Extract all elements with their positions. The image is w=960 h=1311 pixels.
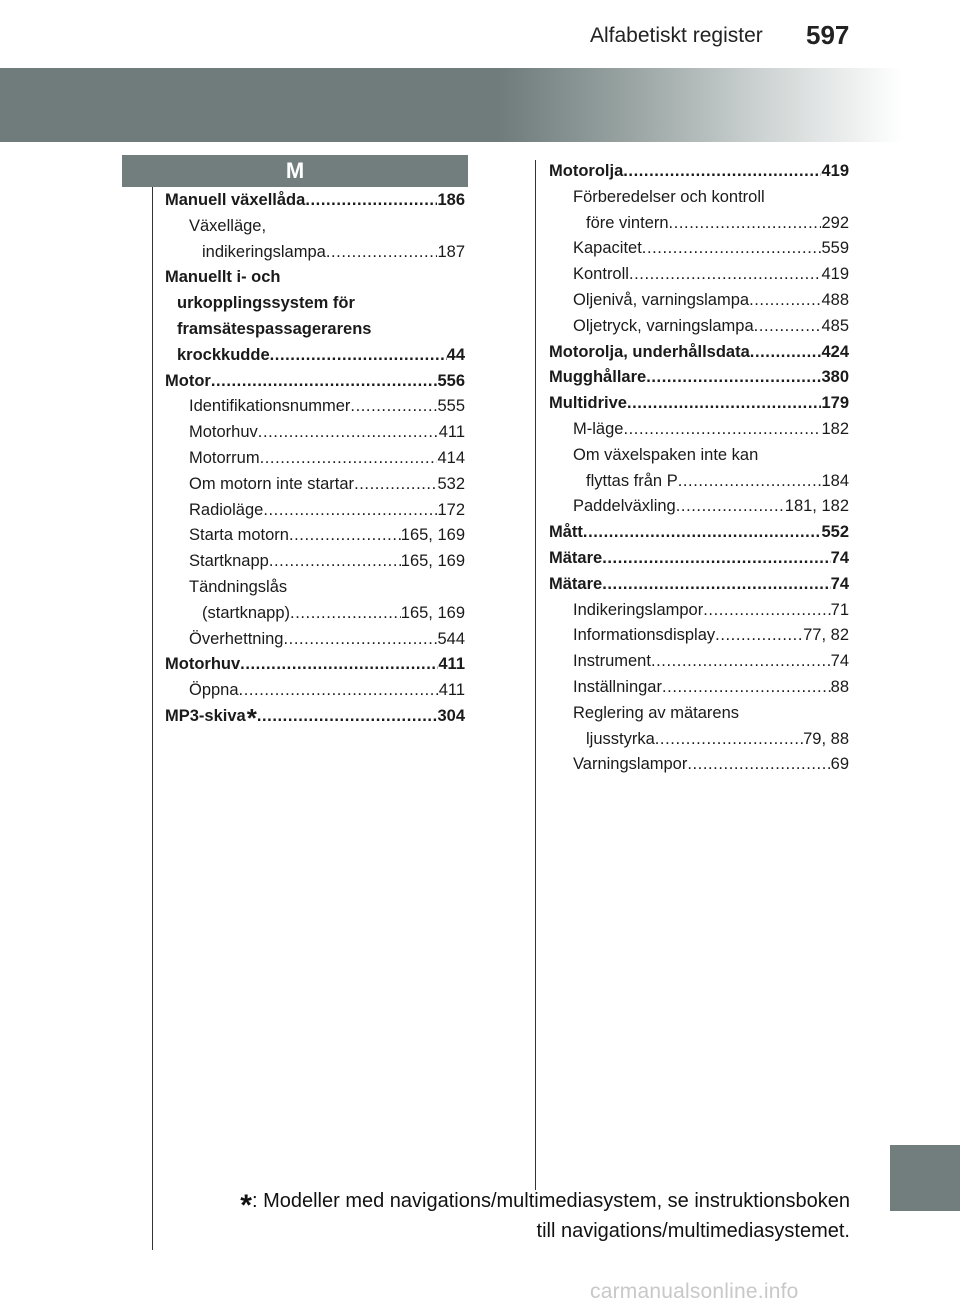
index-entry: [549, 391, 849, 417]
index-entry: [549, 365, 849, 391]
dot-leader: [602, 572, 830, 598]
index-entry-label: [165, 652, 240, 678]
index-entry-page: 424: [821, 342, 849, 361]
index-entry-label: [549, 572, 602, 598]
index-entry-page: 419: [821, 162, 849, 180]
index-entry: [165, 652, 465, 678]
index-entry: [165, 188, 465, 214]
index-entry-label: [549, 391, 627, 417]
index-entry-text: M-läge: [573, 419, 624, 438]
dot-leader: [703, 598, 830, 624]
index-column-right: [549, 159, 849, 778]
index-entry-page: 411: [438, 423, 465, 442]
index-entry-label: [202, 601, 290, 627]
index-column-left: [165, 188, 465, 733]
index-entry-page: 71: [830, 600, 849, 619]
index-entry-page: 411: [438, 655, 465, 674]
index-entry-text: (startknapp): [202, 603, 291, 622]
dot-leader: [211, 369, 438, 395]
index-entry-page: 88: [830, 677, 849, 696]
index-entry-page: 172: [437, 500, 465, 519]
index-entry-label: [573, 649, 651, 675]
index-entry-label: [573, 598, 703, 624]
index-entry-text: krockkudde: [177, 345, 270, 364]
index-entry: [165, 498, 465, 524]
index-entry-text: Om motorn inte startar: [189, 474, 355, 493]
index-entry-page: 165, 169: [400, 552, 465, 571]
index-entry-label: [573, 675, 662, 701]
dot-leader: [687, 752, 830, 778]
header-band: [0, 68, 960, 142]
index-entry-text: Oljenivå, varningslampa: [573, 290, 750, 309]
footnote-line-2: till navigations/multimediasystemet.: [536, 1220, 850, 1242]
index-entry-page: 77, 82: [803, 626, 849, 645]
index-entry: [549, 701, 849, 727]
index-entry-label: [165, 188, 305, 214]
index-entry: [165, 420, 465, 446]
index-entry-text: Motorhuv: [189, 423, 258, 442]
index-entry-text: Öppna: [189, 681, 239, 700]
index-entry-page: 181, 182: [784, 497, 849, 516]
index-entry: [549, 623, 849, 649]
dot-leader: [676, 494, 785, 520]
index-entry-label: Reglering av mätarens: [573, 703, 739, 722]
index-entry-label: [189, 627, 283, 653]
dot-leader: [350, 394, 437, 420]
dot-leader: [662, 675, 831, 701]
dot-leader: [602, 546, 830, 572]
index-entry: [165, 317, 465, 343]
index-entry-label: [549, 546, 602, 572]
index-entry-label: [573, 623, 715, 649]
footnote-line-1: : Modeller med navigations/multimediasystem, se instruktionsboken: [251, 1190, 850, 1212]
index-entry: [549, 159, 849, 185]
footnote: [190, 1186, 850, 1246]
index-entry-text: Informationsdisplay: [573, 626, 716, 645]
index-entry-text: Mugghållare: [549, 368, 647, 387]
index-entry-text: Starta motorn: [189, 526, 289, 545]
dot-leader: [354, 472, 437, 498]
index-entry-page: 380: [821, 368, 849, 387]
index-entry-text: Identifikationsnummer: [189, 397, 351, 416]
section-letter-tab: M: [122, 155, 468, 187]
index-entry-label: [189, 549, 269, 575]
index-entry-text: MP3-skiva: [165, 706, 246, 725]
index-entry-label: Förberedelser och kontroll: [573, 187, 765, 206]
dot-leader: [269, 549, 401, 575]
index-entry-label: [573, 314, 754, 340]
index-entry: [165, 601, 465, 627]
index-entry-text: Motorolja: [549, 162, 624, 180]
chapter-side-tab: [890, 1145, 960, 1211]
dot-leader: [623, 159, 821, 185]
dot-leader: [583, 520, 822, 546]
index-entry-label: [586, 211, 669, 237]
index-entry: [165, 240, 465, 266]
index-entry-label: [165, 369, 211, 395]
index-entry-page: 556: [437, 371, 465, 390]
index-entry: [549, 469, 849, 495]
index-entry-label: [177, 343, 270, 369]
index-entry: [549, 185, 849, 211]
index-entry-text: Manuell växellåda: [165, 191, 306, 209]
index-entry-text: Indikeringslampor: [573, 600, 704, 619]
index-entry-page: 532: [437, 474, 465, 493]
dot-leader: [754, 314, 822, 340]
index-entry-text: Överhettning: [189, 629, 284, 648]
index-entry-page: 179: [821, 394, 849, 413]
index-entry: [165, 523, 465, 549]
index-entry-label: [189, 498, 263, 524]
index-entry: [165, 265, 465, 291]
index-entry: [165, 702, 465, 733]
index-entry: [549, 727, 849, 753]
index-entry-label: [189, 446, 260, 472]
index-entry: [549, 752, 849, 778]
dot-leader: [749, 288, 821, 314]
index-entry-page: 411: [438, 681, 465, 700]
index-entry-text: flyttas från P: [586, 471, 678, 490]
dot-leader: [283, 627, 437, 653]
index-entry-label: [549, 159, 623, 185]
index-entry-label: Om växelspaken inte kan: [573, 445, 759, 464]
index-entry-label: [573, 288, 749, 314]
index-entry-text: Radioläge: [189, 500, 264, 519]
index-entry-page: 165, 169: [400, 603, 465, 622]
dot-leader: [678, 469, 822, 495]
index-entry-label: [549, 340, 750, 366]
index-entry: [165, 575, 465, 601]
index-entry-text: Instrument: [573, 652, 651, 671]
index-entry-page: 555: [437, 397, 465, 416]
index-entry-label: framsätespassagerarens: [177, 319, 372, 338]
index-entry-text: Startknapp: [189, 552, 269, 571]
index-entry-text: Oljetryck, varningslampa: [573, 316, 754, 335]
dot-leader: [646, 365, 821, 391]
index-entry-label: [549, 520, 583, 546]
index-entry-page: 559: [821, 239, 849, 258]
index-entry: [165, 291, 465, 317]
dot-leader: [239, 678, 439, 704]
index-entry-text: Multidrive: [549, 394, 627, 413]
index-entry: [549, 649, 849, 675]
index-entry-page: 544: [437, 629, 465, 648]
dot-leader: [260, 446, 438, 472]
index-entry: [165, 394, 465, 420]
column-divider-left: [152, 187, 153, 1250]
index-entry-label: [549, 365, 646, 391]
index-entry-page: 184: [821, 471, 849, 490]
index-entry-page: 74: [830, 574, 849, 593]
dot-leader: [651, 649, 831, 675]
index-entry-label: urkopplingssystem för: [177, 294, 355, 313]
index-entry: [549, 598, 849, 624]
index-entry-text: Mätare: [549, 574, 603, 593]
index-entry-text: Paddelväxling: [573, 497, 676, 516]
index-entry-text: indikeringslampa: [202, 242, 326, 261]
index-entry-text: Motorrum: [189, 448, 260, 467]
index-entry-label: [573, 417, 623, 443]
dot-leader: [715, 623, 803, 649]
index-entry-page: 552: [821, 523, 849, 542]
index-entry: [165, 549, 465, 575]
page-number: 597: [806, 20, 850, 50]
index-entry-label: Växelläge,: [189, 216, 267, 235]
index-entry-text: Inställningar: [573, 677, 662, 696]
index-entry: [549, 340, 849, 366]
index-entry: [549, 520, 849, 546]
dot-leader: [629, 262, 822, 288]
index-entry-page: 187: [437, 242, 465, 261]
index-entry-page: 488: [821, 290, 849, 309]
index-entry-page: 186: [437, 191, 465, 209]
index-entry-text: Motorhuv: [165, 655, 241, 674]
dot-leader: [263, 498, 437, 524]
index-entry-page: 182: [821, 419, 849, 438]
index-entry-text: Kontroll: [573, 265, 629, 284]
dot-leader: [270, 343, 447, 369]
index-entry-label: Tändningslås: [189, 577, 288, 596]
index-entry-text: Motorolja, underhållsdata: [549, 342, 750, 361]
index-entry-label: [165, 702, 257, 733]
index-entry: [549, 443, 849, 469]
index-entry-page: 69: [830, 755, 849, 774]
dot-leader: [240, 652, 438, 678]
index-entry-label: Manuellt i- och: [165, 268, 281, 287]
dot-leader: [669, 211, 822, 237]
dot-leader: [326, 240, 438, 266]
dot-leader: [305, 188, 437, 214]
watermark: carmanualsonline.info: [590, 1280, 799, 1303]
index-entry: [549, 494, 849, 520]
index-entry-label: [573, 262, 629, 288]
index-entry: [549, 546, 849, 572]
index-entry-label: [189, 523, 289, 549]
index-entry: [549, 417, 849, 443]
dot-leader: [627, 391, 822, 417]
index-entry-page: 292: [821, 213, 849, 232]
index-entry-page: 304: [437, 706, 465, 725]
index-entry-page: 44: [446, 345, 465, 364]
index-entry-text: Kapacitet: [573, 239, 642, 258]
index-entry-label: [573, 752, 687, 778]
index-entry: [165, 472, 465, 498]
index-entry: [549, 288, 849, 314]
index-entry: [549, 211, 849, 237]
index-entry-page: 165, 169: [400, 526, 465, 545]
index-entry-text: före vintern: [586, 213, 669, 232]
dot-leader: [642, 236, 822, 262]
index-entry-label: [573, 236, 642, 262]
index-entry-page: 485: [821, 316, 849, 335]
dot-leader: [257, 704, 438, 730]
index-entry: [549, 675, 849, 701]
dot-leader: [655, 727, 803, 753]
index-entry: [549, 262, 849, 288]
index-entry-label: [573, 494, 676, 520]
index-entry-label: [586, 727, 655, 753]
dot-leader: [623, 417, 821, 443]
index-entry-page: 414: [437, 448, 465, 467]
header-title: Alfabetiskt register: [590, 24, 763, 47]
index-entry-label: [189, 394, 350, 420]
index-entry-label: [189, 420, 258, 446]
index-entry: [165, 627, 465, 653]
index-entry: [549, 236, 849, 262]
footnote-asterisk: *: [240, 1189, 252, 1222]
index-entry-label: [202, 240, 326, 266]
index-entry: [549, 314, 849, 340]
index-entry-label: [189, 472, 354, 498]
dot-leader: [290, 601, 401, 627]
index-entry-text: Motor: [165, 371, 211, 390]
dot-leader: [289, 523, 401, 549]
index-entry-text: Varningslampor: [573, 755, 688, 774]
index-entry-page: 79, 88: [803, 729, 849, 748]
index-entry-page: 74: [830, 548, 849, 567]
dot-leader: [750, 340, 822, 366]
dot-leader: [258, 420, 439, 446]
index-entry: [165, 678, 465, 704]
index-entry-text: Mätare: [549, 548, 603, 567]
index-entry-page: 74: [830, 652, 849, 671]
index-entry-text: ljusstyrka: [586, 729, 655, 748]
index-entry-page: 419: [821, 265, 849, 284]
index-entry-text: Mått: [549, 523, 583, 542]
index-entry: [165, 446, 465, 472]
column-divider-middle: [535, 160, 536, 1190]
index-entry: [549, 572, 849, 598]
index-entry-label: [586, 469, 678, 495]
index-entry: [165, 214, 465, 240]
index-entry-label: [189, 678, 239, 704]
index-entry: [165, 369, 465, 395]
index-entry: [165, 343, 465, 369]
footnote-marker: *: [246, 702, 257, 733]
